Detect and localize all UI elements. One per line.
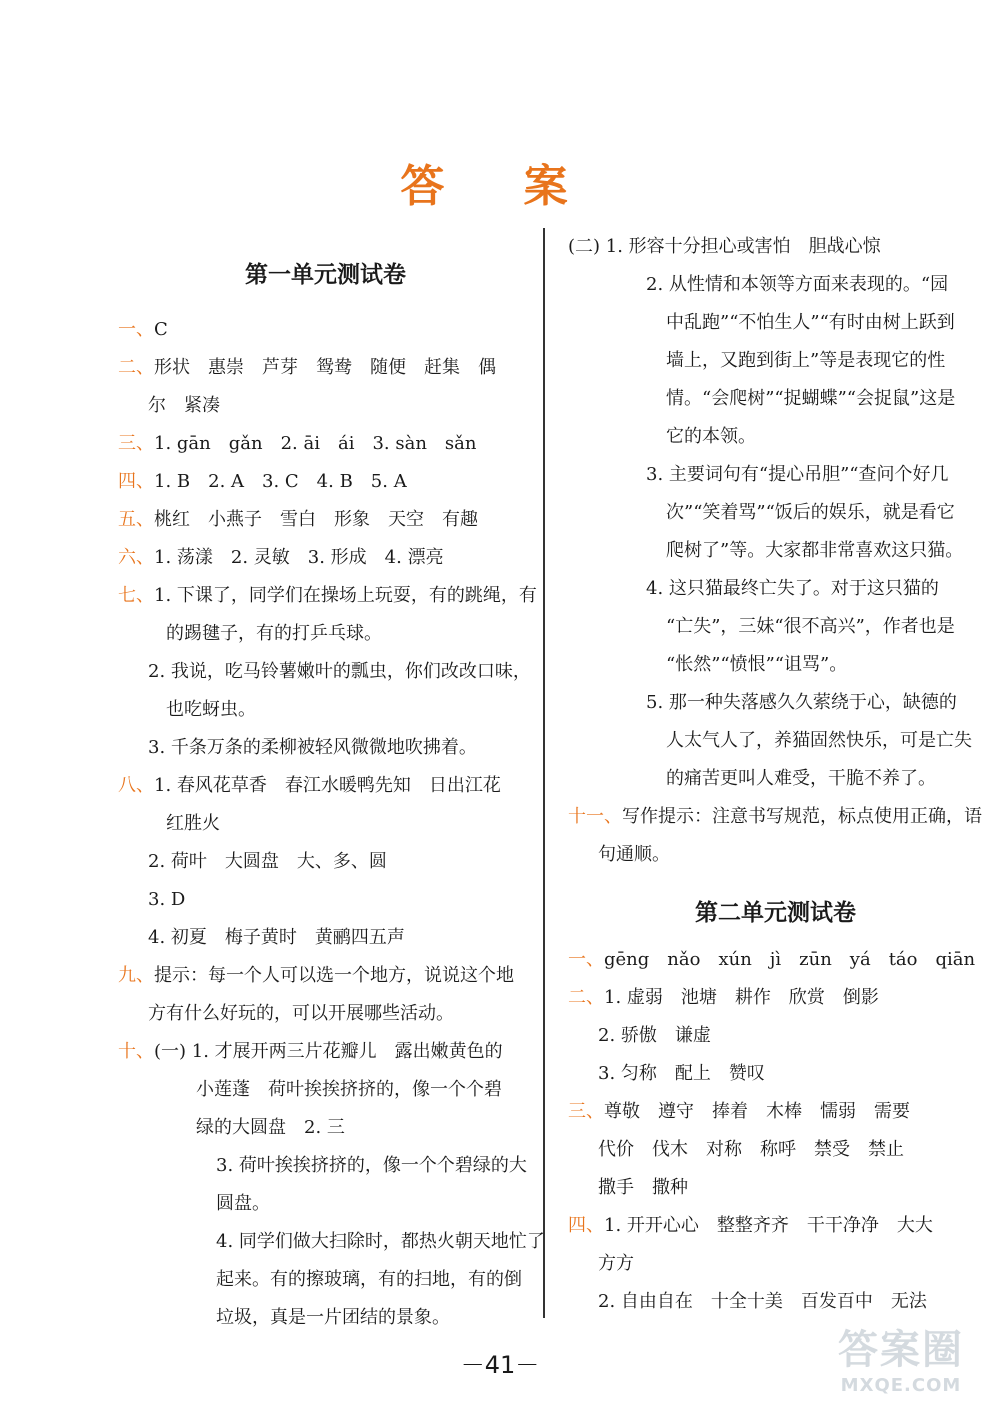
- answer-text: 提示：每一个人可以选一个地方，说说这个地: [154, 965, 514, 986]
- answer-line: [118, 311, 533, 349]
- question-number: 四、: [118, 471, 154, 492]
- answer-line: [568, 760, 983, 798]
- answer-line: [568, 722, 983, 760]
- right-answer-list-top: [568, 228, 983, 874]
- answer-line: [568, 1131, 983, 1169]
- answer-text: 写作提示：注意书写规范，标点使用正确，语: [622, 806, 982, 827]
- question-number: 三、: [118, 433, 154, 454]
- answer-text: 形状 惠崇 芦芽 鸳鸯 随便 赶集 偶: [154, 357, 496, 378]
- question-number: 九、: [118, 965, 154, 986]
- answer-line: [118, 1185, 533, 1223]
- answer-line: [118, 539, 533, 577]
- answer-line: [118, 691, 533, 729]
- answer-text: 1. gān gǎn 2. āi ái 3. sàn sǎn: [154, 433, 477, 454]
- answer-text: 1. 虚弱 池塘 耕作 欣赏 倒影: [604, 987, 879, 1008]
- answer-line: [568, 570, 983, 608]
- answer-text: 情。“会爬树”“捉蝴蝶”“会捉鼠”这是: [666, 388, 956, 409]
- answer-text: 垃圾，真是一片团结的景象。: [216, 1307, 450, 1328]
- answer-line: [118, 1109, 533, 1147]
- answer-line: [118, 1223, 545, 1261]
- answer-text: 1. 开开心心 整整齐齐 干干净净 大大: [604, 1215, 933, 1236]
- answer-text: 次”“笑着骂”“饭后的娱乐，就是看它: [666, 502, 955, 523]
- question-number: 八、: [118, 775, 154, 796]
- watermark-logo: [816, 1318, 986, 1406]
- answer-text: 尔 紧凑: [148, 395, 220, 416]
- answer-line: [568, 1055, 983, 1093]
- answer-line: [568, 1283, 983, 1321]
- answer-text: 1. 下课了，同学们在操场上玩耍，有的跳绳，有: [154, 585, 537, 606]
- section-heading-2: 第二单元测试卷: [695, 900, 856, 926]
- answer-text: 2. 我说，吃马铃薯嫩叶的瓢虫，你们改改口味，: [148, 661, 531, 682]
- answer-line: [118, 1299, 533, 1337]
- question-number: 二、: [568, 987, 604, 1008]
- watermark-bottom: MXQE.COM: [840, 1375, 962, 1396]
- page-number: －41－: [460, 1351, 540, 1379]
- question-number: 三、: [568, 1101, 604, 1122]
- answer-text: 也吃蚜虫。: [166, 699, 256, 720]
- answer-line: [118, 919, 533, 957]
- answer-text: 绿的大圆盘 2. 三: [196, 1117, 345, 1138]
- answer-text: 红胜火: [166, 813, 220, 834]
- answer-text: 代价 伐木 对称 称呼 禁受 禁止: [598, 1139, 904, 1160]
- answer-line: [118, 1033, 533, 1071]
- question-number: 一、: [118, 319, 154, 340]
- column-divider: [543, 228, 545, 1318]
- answer-line: [568, 304, 983, 342]
- answer-text: 4. 初夏 梅子黄时 黄鹂四五声: [148, 927, 405, 948]
- answer-line: [568, 1169, 983, 1207]
- answer-text: 爬树了”等。大家都非常喜欢这只猫。: [666, 540, 964, 561]
- answer-line: [568, 228, 983, 266]
- answer-text: 小莲蓬 荷叶挨挨挤挤的，像一个个碧: [196, 1079, 502, 1100]
- answer-text: 3. D: [148, 889, 186, 910]
- answer-text: 2. 自由自在 十全十美 百发百中 无法: [598, 1291, 927, 1312]
- answer-line: [118, 957, 533, 995]
- answer-line: [118, 843, 533, 881]
- answer-line: [568, 342, 983, 380]
- answer-line: [568, 1093, 983, 1131]
- watermark-top: 答案圈: [838, 1327, 964, 1373]
- answer-text: 尊敬 遵守 捧着 木棒 懦弱 需要: [604, 1101, 910, 1122]
- answer-text: C: [154, 319, 168, 340]
- answer-text: 1. 春风花草香 春江水暖鸭先知 日出江花: [154, 775, 501, 796]
- answer-line: [568, 979, 983, 1017]
- answer-text: 3. 匀称 配上 赞叹: [598, 1063, 765, 1084]
- answer-text: 2. 从性情和本领等方面来表现的。“园: [646, 274, 949, 295]
- answer-line: [118, 805, 533, 843]
- question-number: 一、: [568, 949, 604, 970]
- answer-text: 桃红 小燕子 雪白 形象 天空 有趣: [154, 509, 478, 530]
- question-number: 六、: [118, 547, 154, 568]
- answer-line: [568, 380, 983, 418]
- answer-text: 2. 骄傲 谦虚: [598, 1025, 711, 1046]
- answer-line: [568, 684, 983, 722]
- answer-text: 人太气人了，养猫固然快乐，可是亡失: [666, 730, 972, 751]
- answer-text: 圆盘。: [216, 1193, 270, 1214]
- answer-text: “怅然”“愤恨”“诅骂”。: [666, 654, 848, 675]
- left-answer-list: [118, 311, 545, 1337]
- answer-line: [118, 881, 533, 919]
- answer-text: 句通顺。: [598, 844, 670, 865]
- answer-line: [118, 615, 533, 653]
- question-number: 十、: [118, 1041, 154, 1062]
- answer-line: [118, 995, 533, 1033]
- question-number: 十一、: [568, 806, 622, 827]
- answer-line: [568, 1245, 983, 1283]
- answer-line: [568, 798, 983, 836]
- answer-line: [568, 494, 983, 532]
- answer-line: [568, 418, 983, 456]
- answer-line: [568, 836, 983, 874]
- answer-line: [118, 653, 533, 691]
- answer-text: 中乱跑”“不怕生人”“有时由树上跃到: [666, 312, 955, 333]
- answer-text: 的踢毽子，有的打乒乓球。: [166, 623, 382, 644]
- right-column: [568, 228, 983, 1321]
- question-number: 二、: [118, 357, 154, 378]
- answer-line: [118, 425, 533, 463]
- answer-text: 5. 那一种失落感久久萦绕于心，缺德的: [646, 692, 957, 713]
- answer-text: 3. 千条万条的柔柳被轻风微微地吹拂着。: [148, 737, 477, 758]
- answer-text: 1. 荡漾 2. 灵敏 3. 形成 4. 漂亮: [154, 547, 444, 568]
- answer-text: 撒手 撒种: [598, 1177, 688, 1198]
- answer-line: [118, 1071, 533, 1109]
- answer-text: 3. 主要词句有“提心吊胆”“查问个好几: [646, 464, 949, 485]
- left-column: [118, 240, 545, 1337]
- question-number: 七、: [118, 585, 154, 606]
- answer-text: (一) 1. 才展开两三片花瓣儿 露出嫩黄色的: [154, 1041, 503, 1062]
- answer-text: 2. 荷叶 大圆盘 大、多、圆: [148, 851, 387, 872]
- answer-text: 它的本领。: [666, 426, 756, 447]
- answer-text: 方方: [598, 1253, 634, 1274]
- answer-text: “亡失”，三妹“很不高兴”，作者也是: [666, 616, 955, 637]
- answer-line: [118, 767, 533, 805]
- answer-text: (二) 1. 形容十分担心或害怕 胆战心惊: [568, 236, 881, 257]
- answer-text: 墙上，又跑到街上”等是表现它的性: [666, 350, 946, 371]
- section-heading: 第一单元测试卷: [245, 262, 406, 288]
- page-title: 答 案: [400, 161, 600, 212]
- answer-line: [118, 501, 533, 539]
- question-number: 五、: [118, 509, 154, 530]
- answer-text: 的痛苦更叫人难受，干脆不养了。: [666, 768, 936, 789]
- right-answer-list-bottom: [568, 941, 983, 1321]
- answer-line: [568, 456, 983, 494]
- answer-line: [568, 532, 983, 570]
- answer-text: 1. B 2. A 3. C 4. B 5. A: [154, 471, 407, 492]
- answer-text: 方有什么好玩的，可以开展哪些活动。: [148, 1003, 454, 1024]
- answer-line: [118, 349, 533, 387]
- answer-text: 3. 荷叶挨挨挤挤的，像一个个碧绿的大: [216, 1155, 527, 1176]
- answer-line: [118, 1147, 533, 1185]
- question-number: 四、: [568, 1215, 604, 1236]
- answer-text: 4. 这只猫最终亡失了。对于这只猫的: [646, 578, 939, 599]
- answer-line: [568, 1017, 983, 1055]
- answer-line: [118, 729, 533, 767]
- answer-line: [568, 608, 983, 646]
- answer-text: 起来。有的擦玻璃，有的扫地，有的倒: [216, 1269, 522, 1290]
- answer-line: [118, 577, 537, 615]
- answer-line: [568, 1207, 983, 1245]
- answer-line: [568, 646, 983, 684]
- answer-line: [118, 1261, 533, 1299]
- answer-line: [568, 941, 983, 979]
- answer-text: 4. 同学们做大扫除时，都热火朝天地忙了: [216, 1231, 545, 1252]
- answer-line: [118, 463, 533, 501]
- answer-line: [118, 387, 533, 425]
- answer-text: gēng nǎo xún jì zūn yá táo qiān: [604, 949, 976, 970]
- answer-line: [568, 266, 983, 304]
